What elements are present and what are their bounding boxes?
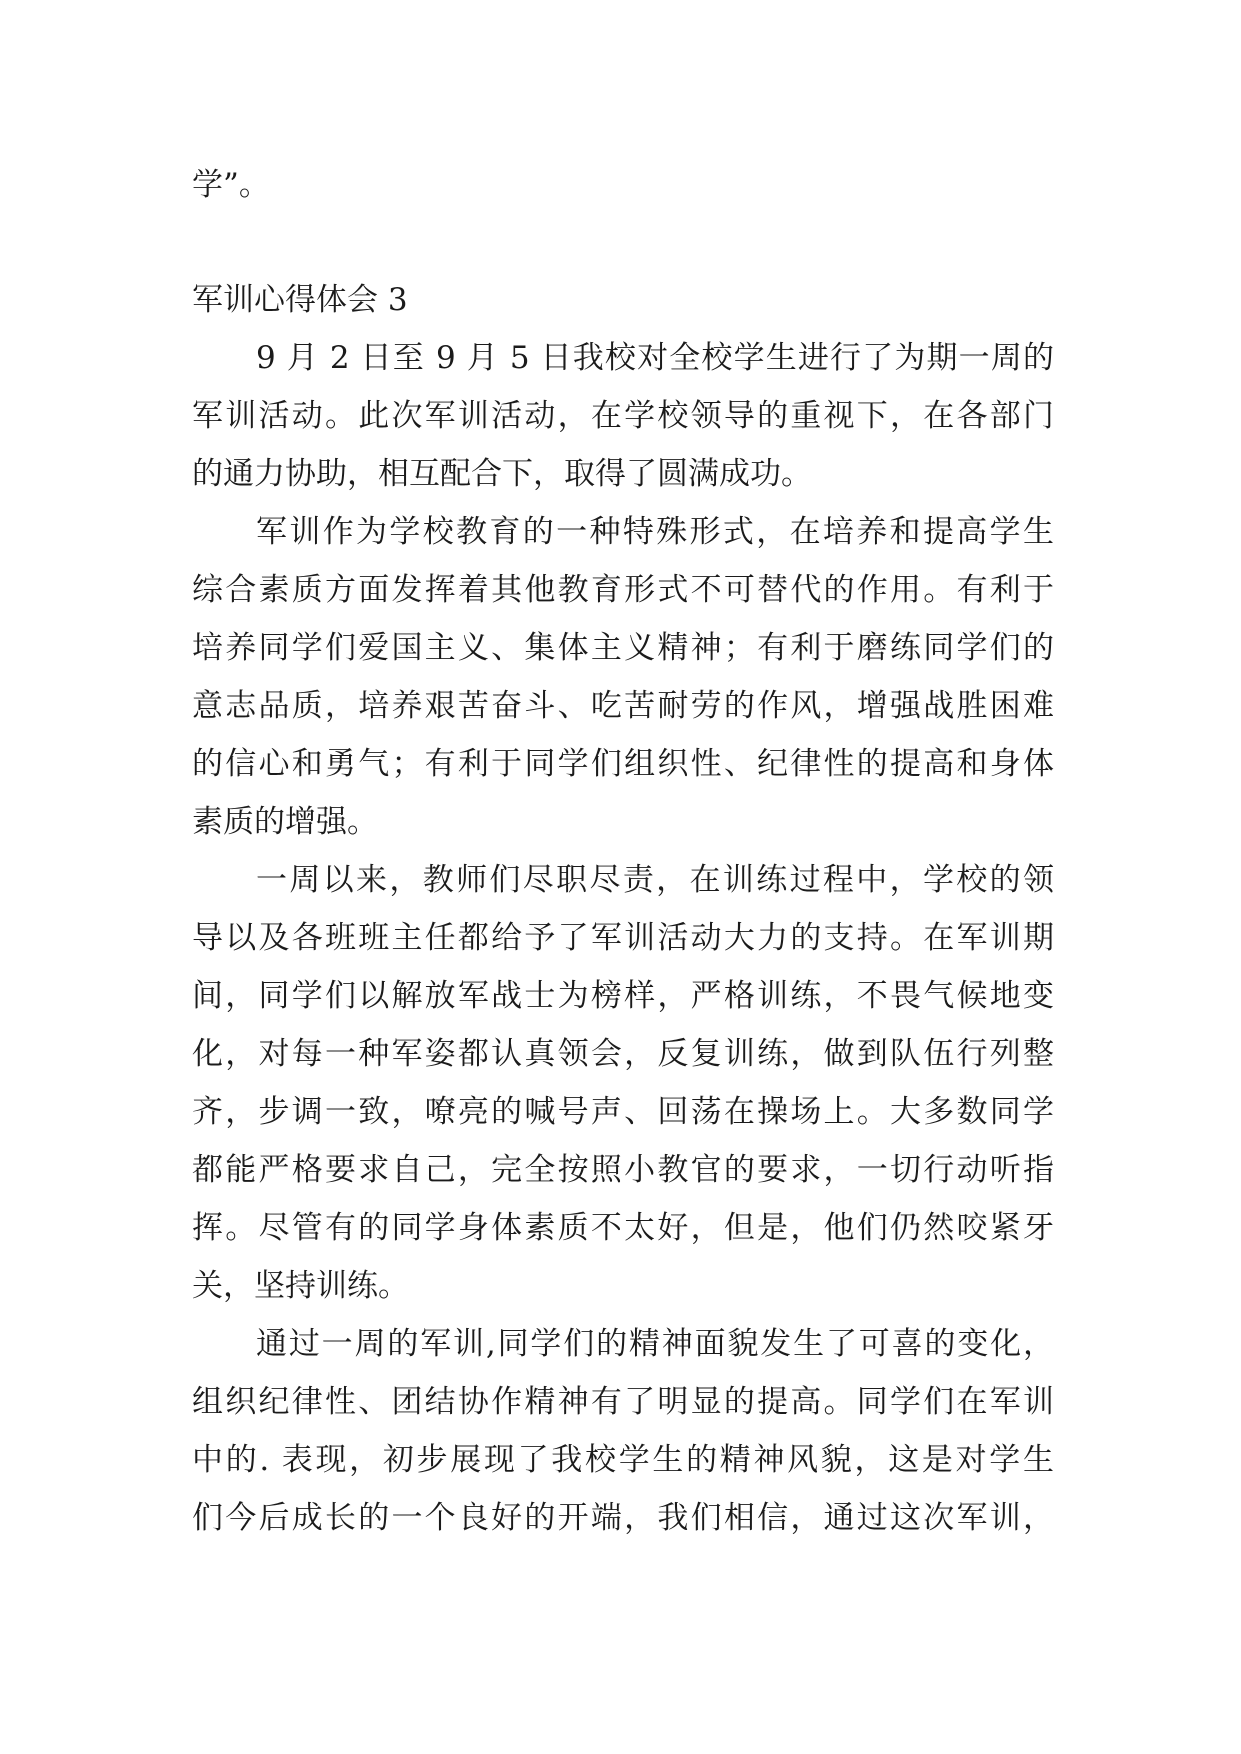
text-line: 组织纪律性、团结协作精神有了明显的提高。同学们在军训 (192, 1384, 1054, 1420)
text-line: 间，同学们以解放军战士为榜样，严格训练，不畏气候地变 (192, 978, 1054, 1014)
text-line: 齐，步调一致，嘹亮的喊号声、回荡在操场上。大多数同学 (192, 1094, 1054, 1130)
text-line: 培养同学们爱国主义、集体主义精神；有利于磨练同学们的 (192, 630, 1054, 666)
text-line: 通过一周的军训,同学们的精神面貌发生了可喜的变化， (256, 1326, 1054, 1362)
text-line: 中的. 表现，初步展现了我校学生的精神风貌，这是对学生 (192, 1442, 1054, 1478)
text-line: 导以及各班班主任都给予了军训活动大力的支持。在军训期 (192, 920, 1054, 956)
text-line: 一周以来，教师们尽职尽责，在训练过程中，学校的领 (256, 862, 1054, 898)
text-line: 综合素质方面发挥着其他教育形式不可替代的作用。有利于 (192, 572, 1054, 608)
text-line: 化，对每一种军姿都认真领会，反复训练，做到队伍行列整 (192, 1036, 1054, 1072)
text-line: 意志品质，培养艰苦奋斗、吃苦耐劳的作风，增强战胜困难 (192, 688, 1054, 724)
text-line: 关，坚持训练。 (192, 1268, 409, 1304)
text-line: 军训作为学校教育的一种特殊形式，在培养和提高学生 (256, 514, 1054, 550)
text-line: 9 月 2 日至 9 月 5 日我校对全校学生进行了为期一周的 (256, 340, 1054, 376)
text-line: 挥。尽管有的同学身体素质不太好，但是，他们仍然咬紧牙 (192, 1210, 1054, 1246)
section-heading: 军训心得体会 3 (192, 282, 408, 318)
text-line: 的通力协助，相互配合下，取得了圆满成功。 (192, 456, 812, 492)
text-line: 们今后成长的一个良好的开端，我们相信，通过这次军训， (192, 1500, 1054, 1536)
text-line: 都能严格要求自己，完全按照小教官的要求，一切行动听指 (192, 1152, 1054, 1188)
text-line: 的信心和勇气；有利于同学们组织性、纪律性的提高和身体 (192, 746, 1054, 782)
text-line: 素质的增强。 (192, 804, 378, 840)
text-line: 军训活动。此次军训活动，在学校领导的重视下，在各部门 (192, 398, 1054, 434)
text-line: 学”。 (192, 167, 270, 203)
